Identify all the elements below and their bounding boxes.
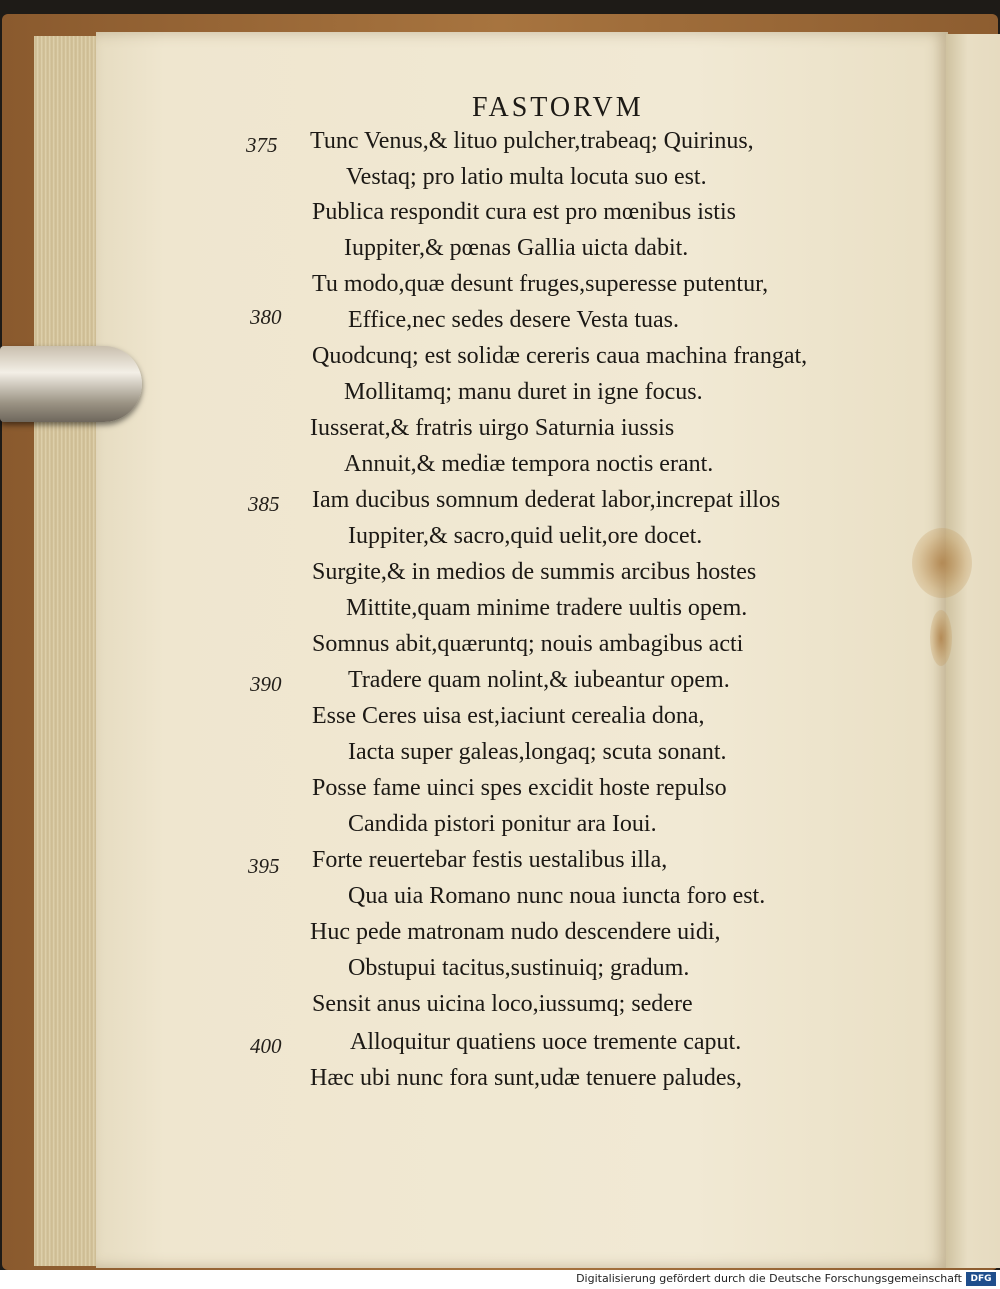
verse-line: Huc pede matronam nudo descendere uidi,	[310, 919, 721, 945]
running-header: FASTORVM	[472, 92, 644, 123]
line-number: 390	[250, 672, 282, 696]
verse-line: Tu modo,quæ desunt fruges,superesse putentur,	[312, 271, 769, 297]
verse-line: Qua uia Romano nunc noua iuncta foro est.	[348, 883, 766, 909]
verse-line: Surgite,& in medios de summis arcibus hostes	[312, 559, 757, 585]
verse-line: Publica respondit cura est pro mœnibus istis	[312, 199, 736, 225]
verse-line: Tunc Venus,& lituo pulcher,trabeaq; Quirinus,	[310, 128, 754, 154]
page-clip	[0, 346, 142, 422]
verse-line: Obstupui tacitus,sustinuiq; gradum.	[348, 955, 690, 981]
verse-line: Annuit,& mediæ tempora noctis erant.	[344, 451, 714, 477]
verse-line: Mittite,quam minime tradere uultis opem.	[346, 595, 748, 621]
right-page-edge	[946, 34, 1000, 1268]
verse-line: Posse fame uinci spes excidit hoste repulso	[312, 775, 727, 801]
verse-line: Iacta super galeas,longaq; scuta sonant.	[348, 739, 727, 765]
verse-line: Effice,nec sedes desere Vesta tuas.	[348, 307, 679, 333]
verse-line: Sensit anus uicina loco,iussumq; sedere	[312, 991, 693, 1017]
verse-line: Iuppiter,& sacro,quid uelit,ore docet.	[348, 523, 703, 549]
verse-line: Vestaq; pro latio multa locuta suo est.	[346, 164, 707, 190]
verse-line: Forte reuertebar festis uestalibus illa,	[312, 847, 668, 873]
verse-line: Candida pistori ponitur ara Ioui.	[348, 811, 657, 837]
line-number: 375	[246, 133, 278, 157]
verse-line: Hæc ubi nunc fora sunt,udæ tenuere paludes,	[310, 1065, 742, 1091]
verse-line: Iuppiter,& pœnas Gallia uicta dabit.	[344, 235, 689, 261]
line-number: 395	[248, 854, 280, 878]
digitization-credit: Digitalisierung gefördert durch die Deutsche Forschungsgemeinschaft	[576, 1272, 962, 1285]
line-number: 400	[250, 1034, 282, 1058]
verse-line: Iam ducibus somnum dederat labor,increpat illos	[312, 487, 781, 513]
verse-line: Iusserat,& fratris uirgo Saturnia iussis	[310, 415, 675, 441]
verse-line: Quodcunq; est solidæ cereris caua machina frangat,	[312, 343, 808, 369]
water-stain	[930, 610, 952, 666]
verse-line: Alloquitur quatiens uoce tremente caput.	[350, 1029, 742, 1055]
water-stain	[912, 528, 972, 598]
line-number: 385	[248, 492, 280, 516]
verse-line: Somnus abit,quæruntq; nouis ambagibus acti	[312, 631, 744, 657]
verse-line: Tradere quam nolint,& iubeantur opem.	[348, 667, 730, 693]
dfg-logo: DFG	[966, 1272, 996, 1286]
line-number: 380	[250, 305, 282, 329]
verse-line: Mollitamq; manu duret in igne focus.	[344, 379, 703, 405]
page-edges	[34, 36, 104, 1266]
verse-line: Esse Ceres uisa est,iaciunt cerealia dona,	[312, 703, 705, 729]
